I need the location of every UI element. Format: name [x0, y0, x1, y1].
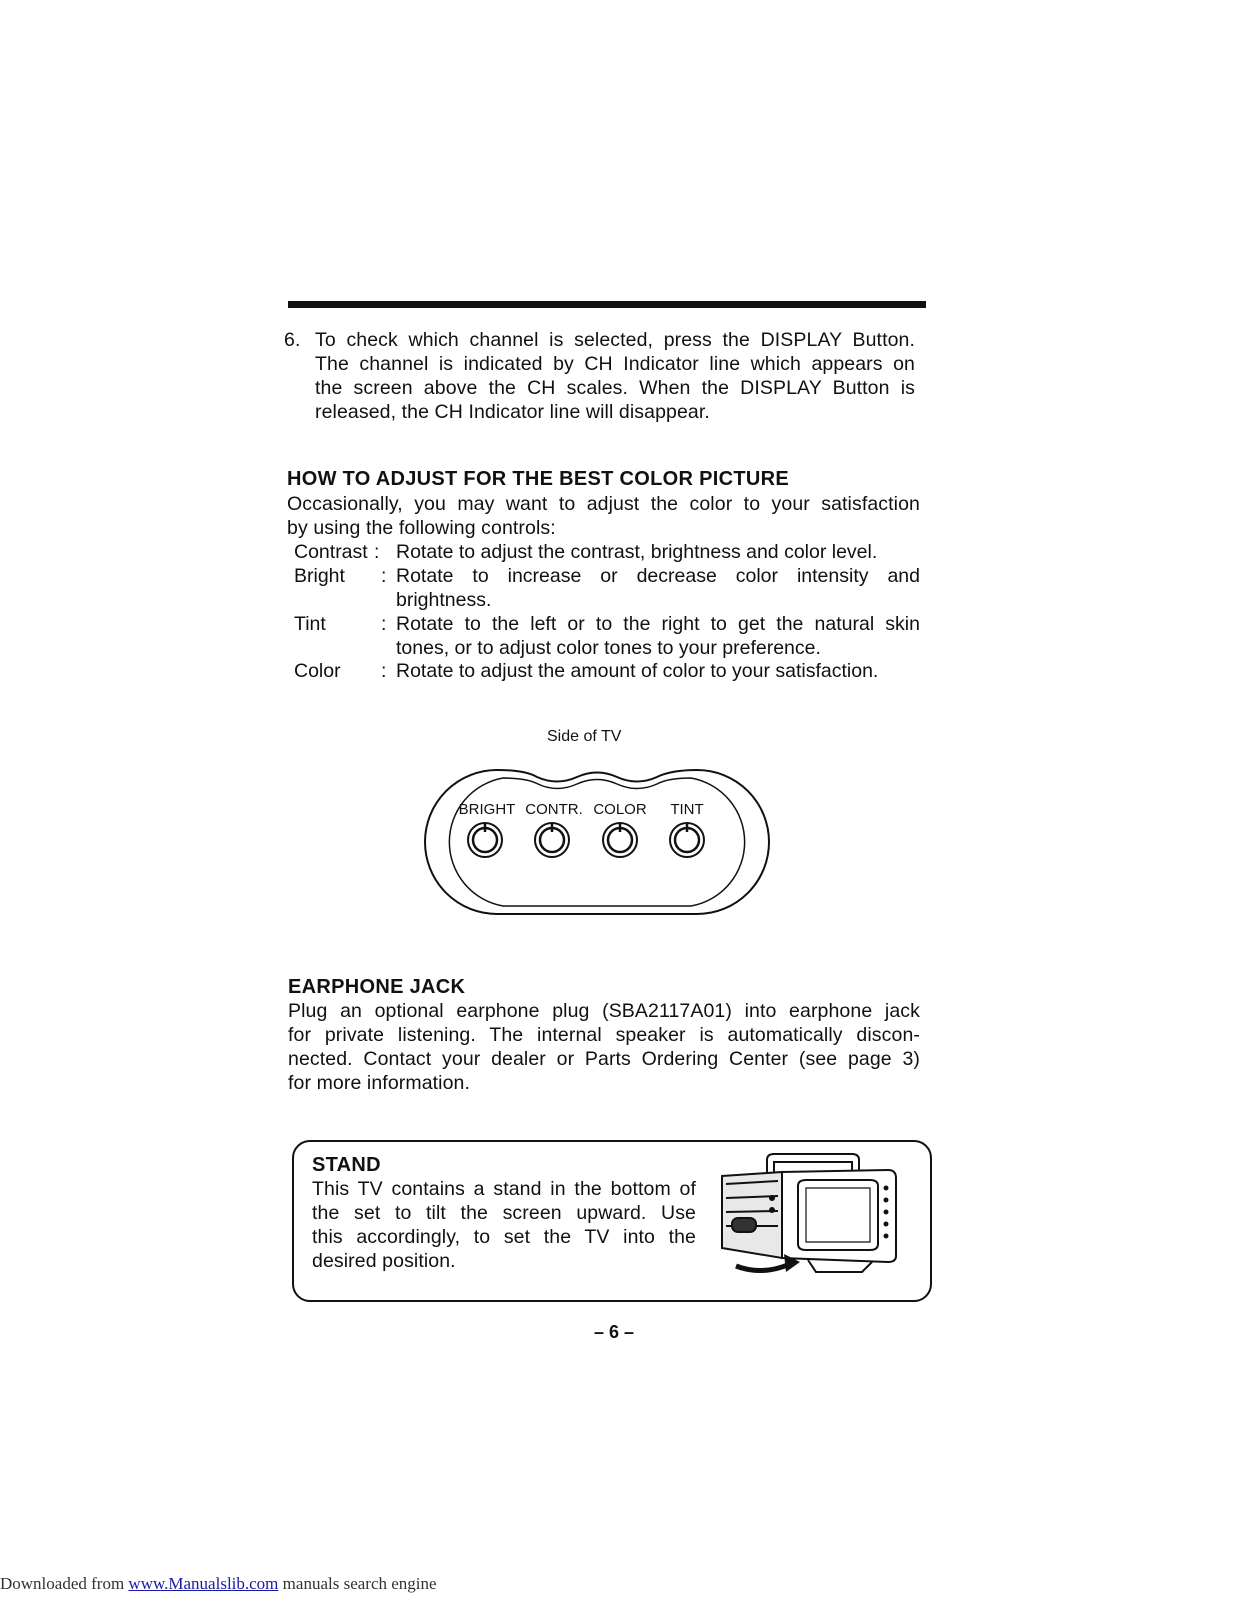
diagram-caption: Side of TV [547, 728, 622, 745]
top-rule [288, 301, 926, 308]
knob-label-color: COLOR [593, 801, 647, 818]
footer-suffix: manuals search engine [278, 1574, 437, 1593]
control-desc: brightness. [396, 589, 492, 611]
tv-stand-illustration [712, 1148, 902, 1278]
control-name: Bright [294, 565, 345, 587]
earphone-line: for private listening. The internal speaker is automatically discon- [288, 1024, 920, 1046]
control-colon: : [381, 660, 387, 682]
control-desc: Rotate to adjust the amount of color to your satisfaction. [396, 660, 879, 682]
knob-label-contrast: CONTR. [525, 801, 583, 818]
earphone-text [288, 999, 920, 1095]
control-desc: Rotate to the left or to the right to get the natural skin [396, 613, 920, 635]
contrast-knob [535, 823, 569, 857]
control-desc: Rotate to increase or decrease color intensity and [396, 565, 920, 587]
control-desc: Rotate to adjust the contrast, brightness and color level. [396, 541, 878, 563]
footer [0, 1574, 437, 1594]
color-heading: HOW TO ADJUST FOR THE BEST COLOR PICTURE [287, 468, 790, 490]
control-name: Color [294, 660, 341, 682]
color-intro [287, 492, 920, 540]
bright-knob [468, 823, 502, 857]
footer-prefix: Downloaded from [0, 1574, 129, 1593]
step-number: 6. [284, 329, 301, 351]
earphone-line: for more information. [288, 1072, 470, 1094]
control-colon: : [381, 613, 387, 635]
control-name: Contrast [294, 541, 368, 563]
control-colon: : [381, 565, 387, 587]
intro-line: by using the following controls: [287, 517, 556, 539]
earphone-line: Plug an optional earphone plug (SBA2117A01) into earphone jack [288, 1000, 920, 1022]
stand-line: This TV contains a stand in the bottom of [312, 1178, 696, 1200]
knob-label-tint: TINT [670, 801, 704, 818]
page-number: – 6 – [594, 1322, 635, 1342]
step-line: the screen above the CH scales. When the DISPLAY Button is [315, 377, 915, 399]
side-panel-diagram [417, 762, 777, 922]
earphone-heading: EARPHONE JACK [288, 976, 466, 998]
earphone-line: nected. Contact your dealer or Parts Ordering Center (see page 3) [288, 1048, 920, 1070]
color-knob [603, 823, 637, 857]
intro-line: Occasionally, you may want to adjust the color to your satisfaction [287, 493, 920, 515]
tint-knob [670, 823, 704, 857]
step-line: The channel is indicated by CH Indicator line which appears on [315, 353, 915, 375]
step-line: released, the CH Indicator line will disappear. [315, 401, 710, 423]
control-name: Tint [294, 613, 326, 635]
control-desc: tones, or to adjust color tones to your preference. [396, 637, 821, 659]
stand-line: the set to tilt the screen upward. Use [312, 1202, 696, 1224]
manualslib-link[interactable]: www.Manualslib.com [128, 1574, 279, 1593]
stand-text [312, 1177, 696, 1273]
step-line: To check which channel is selected, press the DISPLAY Button. [315, 329, 915, 351]
stand-heading: STAND [312, 1154, 381, 1176]
stand-line: this accordingly, to set the TV into the [312, 1226, 696, 1248]
knob-label-bright: BRIGHT [458, 801, 516, 818]
stand-line: desired position. [312, 1250, 456, 1272]
control-colon: : [374, 541, 380, 563]
